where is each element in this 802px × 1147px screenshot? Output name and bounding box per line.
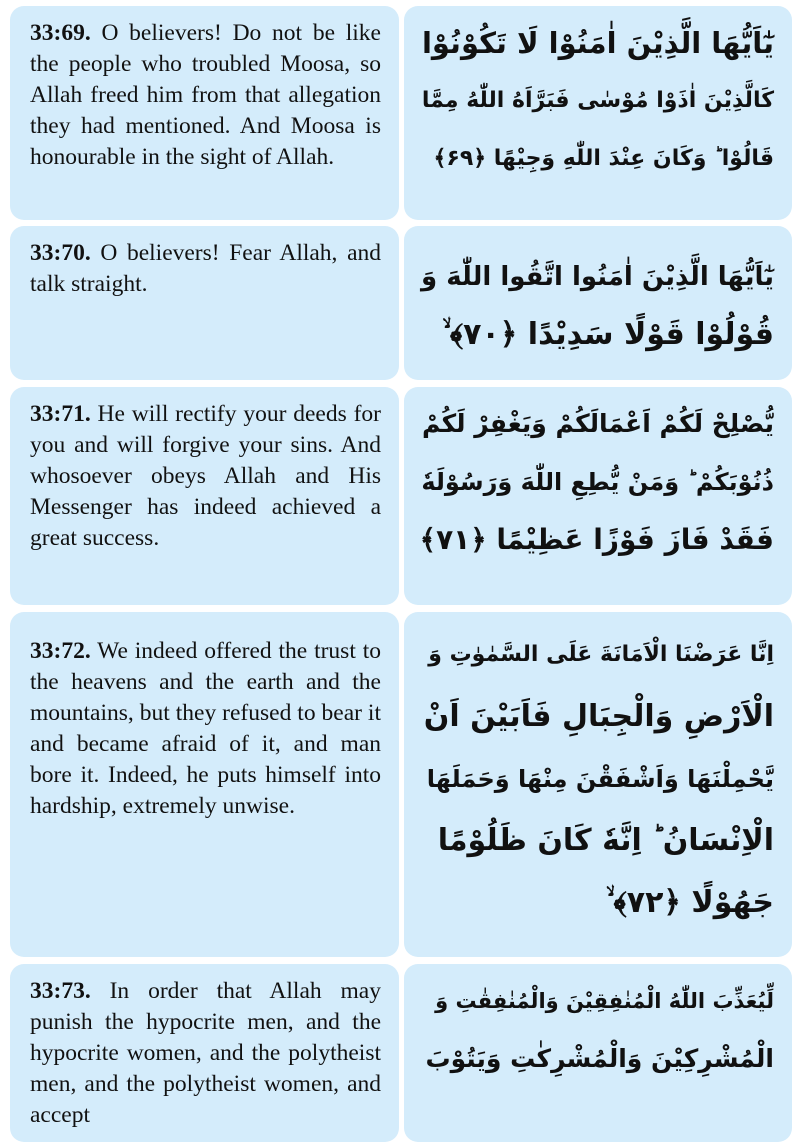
verse-72-english-text: We indeed offered the trust to the heavens and the earth and the mountains, but they refused to bear it and became afraid of it, and man bore it. Indeed, he puts himself into hardship, extremely unwise. xyxy=(30,638,381,819)
verse-71-arabic-cell xyxy=(404,387,792,605)
verse-69-arabic-line-2: كَالَّذِيْنَ اٰذَوْا مُوْسٰى فَبَرَّاَهُ اللّٰهُ مِمَّا xyxy=(421,88,774,113)
verse-70-arabic-cell xyxy=(404,226,792,380)
verse-72-english-cell xyxy=(10,612,399,957)
verse-71-arabic-line-1: يُّصْلِحْ لَكُمْ اَعْمَالَكُمْ وَيَغْفِرْ لَكُمْ xyxy=(421,409,774,438)
verse-73-english-text: In order that Allah may punish the hypocrite men, and the hypocrite women, and the polytheist men, and the polytheist women, and accept xyxy=(30,978,381,1128)
verse-72-arabic-line-4: الْاِنْسَانُ ؕ اِنَّهٗ كَانَ ظَلُوْمًا xyxy=(437,823,774,858)
verse-73-arabic xyxy=(420,972,774,1088)
verse-73-english-cell xyxy=(10,964,399,1142)
verse-70-english-cell xyxy=(10,226,399,380)
verse-72-arabic xyxy=(420,624,774,934)
verse-70-arabic-line-1: يٰٓاَيُّهَا الَّذِيْنَ اٰمَنُوا اتَّقُوا اللّٰهَ وَ xyxy=(421,262,774,292)
verse-72-ref: 33:72. xyxy=(30,638,91,664)
verse-69-arabic-line-1: يٰٓاَيُّهَا الَّذِيْنَ اٰمَنُوْا لَا تَكُوْنُوْا xyxy=(421,26,774,60)
verse-72-arabic-line-5: جَهُوْلًا ﴿۷۲﴾ ۙ xyxy=(605,885,774,920)
verse-72-arabic-cell xyxy=(404,612,792,957)
verse-71-english-text: He will rectify your deeds for you and will forgive your sins. And whosoever obeys Allah and His Messenger has indeed achieved a great success. xyxy=(30,401,382,551)
verse-71-ref: 33:71. xyxy=(30,401,91,427)
verse-71-english-cell xyxy=(10,387,399,605)
verse-70-ref: 33:70. xyxy=(30,240,91,266)
verse-73-ref: 33:73. xyxy=(30,978,91,1004)
verse-73-arabic-line-2: الْمُشْرِكِيْنَ وَالْمُشْرِكٰتِ وَيَتُوْبَ xyxy=(425,1044,774,1073)
verse-72-arabic-line-1: اِنَّا عَرَضْنَا الْاَمَانَةَ عَلَى السَّمٰوٰتِ وَ xyxy=(428,642,774,667)
verse-70-arabic xyxy=(420,248,774,364)
verse-73-arabic-cell xyxy=(404,964,792,1142)
verse-71-arabic-line-2: ذُنُوْبَكُمْ ؕ وَمَنْ يُّطِعِ اللّٰهَ وَرَسُوْلَهٗ xyxy=(421,468,774,496)
verse-72-arabic-line-2: الْاَرْضِ وَالْجِبَالِ فَاَبَيْنَ اَنْ xyxy=(423,699,774,734)
verse-70-english-text: O believers! Fear Allah, and talk straight. xyxy=(30,240,381,297)
verse-69-arabic-line-3: قَالُوْا ؕ وَكَانَ عِنْدَ اللّٰهِ وَجِيْهًا ﴿۶۹﴾ xyxy=(433,146,774,171)
verse-69-english-cell xyxy=(10,6,399,220)
verse-69-arabic-cell xyxy=(404,6,792,220)
verse-73-english xyxy=(30,976,381,1131)
verse-72-arabic-line-3: يَّحْمِلْنَهَا وَاَشْفَقْنَ مِنْهَا وَحَمَلَهَا xyxy=(426,765,774,793)
verse-70-english xyxy=(30,238,381,300)
verse-71-arabic xyxy=(420,395,774,569)
verse-69-english xyxy=(30,18,381,173)
verse-72-english xyxy=(30,636,381,822)
verse-69-ref: 33:69. xyxy=(30,20,91,46)
verse-71-arabic-line-3: فَقَدْ فَازَ فَوْزًا عَظِيْمًا ﴿۷۱﴾ xyxy=(419,523,774,556)
verse-69-arabic xyxy=(420,14,774,188)
verse-71-english xyxy=(30,399,381,554)
verse-69-english-text: O believers! Do not be like the people who troubled Moosa, so Allah freed him from that allegation they had mentioned. And Moosa is honourable in the sight of Allah. xyxy=(30,20,381,170)
verse-70-arabic-line-2: قُوْلُوْا قَوْلًا سَدِيْدًا ﴿۷۰﴾ ۙ xyxy=(442,317,774,352)
verse-73-arabic-line-1: لِّيُعَذِّبَ اللّٰهُ الْمُنٰفِقِيْنَ وَالْمُنٰفِقٰتِ وَ xyxy=(435,989,774,1013)
